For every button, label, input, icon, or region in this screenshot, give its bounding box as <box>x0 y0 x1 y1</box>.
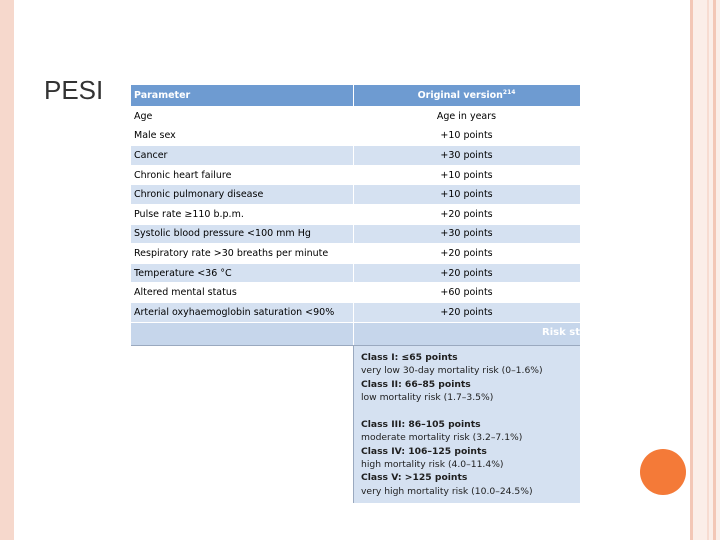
value-cell: +10 points <box>353 185 580 205</box>
parameter-cell: Temperature <36 °C <box>131 263 353 283</box>
table-row <box>131 185 580 205</box>
slide-frame-line <box>690 0 693 540</box>
value-cell: +20 points <box>353 244 580 264</box>
parameter-cell: Respiratory rate >30 breaths per minute <box>131 244 353 264</box>
accent-circle <box>640 449 686 495</box>
risk-class-desc: low mortality risk (1.7–3.5%) <box>361 391 494 403</box>
risk-class-label: Class V: >125 points <box>361 472 468 484</box>
table-row <box>131 126 580 146</box>
spacer <box>361 404 543 418</box>
parameter-cell: Age <box>131 107 353 127</box>
table-row <box>131 244 580 264</box>
value-cell: Age in years <box>353 107 580 127</box>
slide-frame-line <box>713 0 716 540</box>
pesi-table <box>131 85 581 323</box>
table-row <box>131 263 580 283</box>
risk-class-desc: high mortality risk (4.0–11.4%) <box>361 459 504 471</box>
risk-class-label: Class I: ≤65 points <box>361 352 458 363</box>
parameter-cell: Chronic pulmonary disease <box>131 185 353 205</box>
slide-title: PESI <box>44 75 104 105</box>
table-row <box>131 107 580 127</box>
risk-class-desc: very high mortality risk (10.0–24.5%) <box>361 485 533 497</box>
parameter-cell: Systolic blood pressure <100 mm Hg <box>131 224 353 244</box>
header-parameter: Parameter <box>131 85 353 107</box>
parameter-cell: Altered mental status <box>131 283 353 303</box>
table-row <box>131 283 580 303</box>
table-row <box>131 146 580 166</box>
value-cell: +60 points <box>353 283 580 303</box>
table-row <box>131 165 580 185</box>
value-cell: +30 points <box>353 146 580 166</box>
risk-right-cell <box>354 345 580 503</box>
risk-class-desc: moderate mortality risk (3.2–7.1%) <box>361 432 523 444</box>
risk-stratification-header <box>131 323 580 345</box>
value-cell: +30 points <box>353 224 580 244</box>
risk-classes-area <box>131 345 580 503</box>
column-divider <box>353 323 354 345</box>
risk-class-label: Class III: 86–105 points <box>361 419 481 431</box>
risk-header-label: Risk st <box>542 327 580 338</box>
parameter-cell: Cancer <box>131 146 353 166</box>
value-cell: +20 points <box>353 302 580 322</box>
header-original-version <box>353 85 580 107</box>
value-cell: +10 points <box>353 126 580 146</box>
slide-frame-left <box>0 0 14 540</box>
risk-class-label: Class II: 66–85 points <box>361 378 471 390</box>
value-cell: +20 points <box>353 204 580 224</box>
parameter-cell: Male sex <box>131 126 353 146</box>
parameter-cell: Pulse rate ≥110 b.p.m. <box>131 204 353 224</box>
parameter-cell: Arterial oxyhaemoglobin saturation <90% <box>131 302 353 322</box>
divider <box>131 345 580 346</box>
value-cell: +10 points <box>353 165 580 185</box>
header-original-ref: 214 <box>502 89 516 97</box>
header-original-label: Original version <box>417 90 503 102</box>
risk-class-list <box>361 351 543 498</box>
table-row <box>131 204 580 224</box>
risk-class-desc: very low 30-day mortality risk (0–1.6%) <box>361 365 543 377</box>
table-row <box>131 302 580 322</box>
table-row <box>131 224 580 244</box>
risk-class-label: Class IV: 106–125 points <box>361 445 487 457</box>
value-cell: +20 points <box>353 263 580 283</box>
risk-left-cell <box>131 345 354 503</box>
parameter-cell: Chronic heart failure <box>131 165 353 185</box>
slide-frame-line <box>707 0 709 540</box>
